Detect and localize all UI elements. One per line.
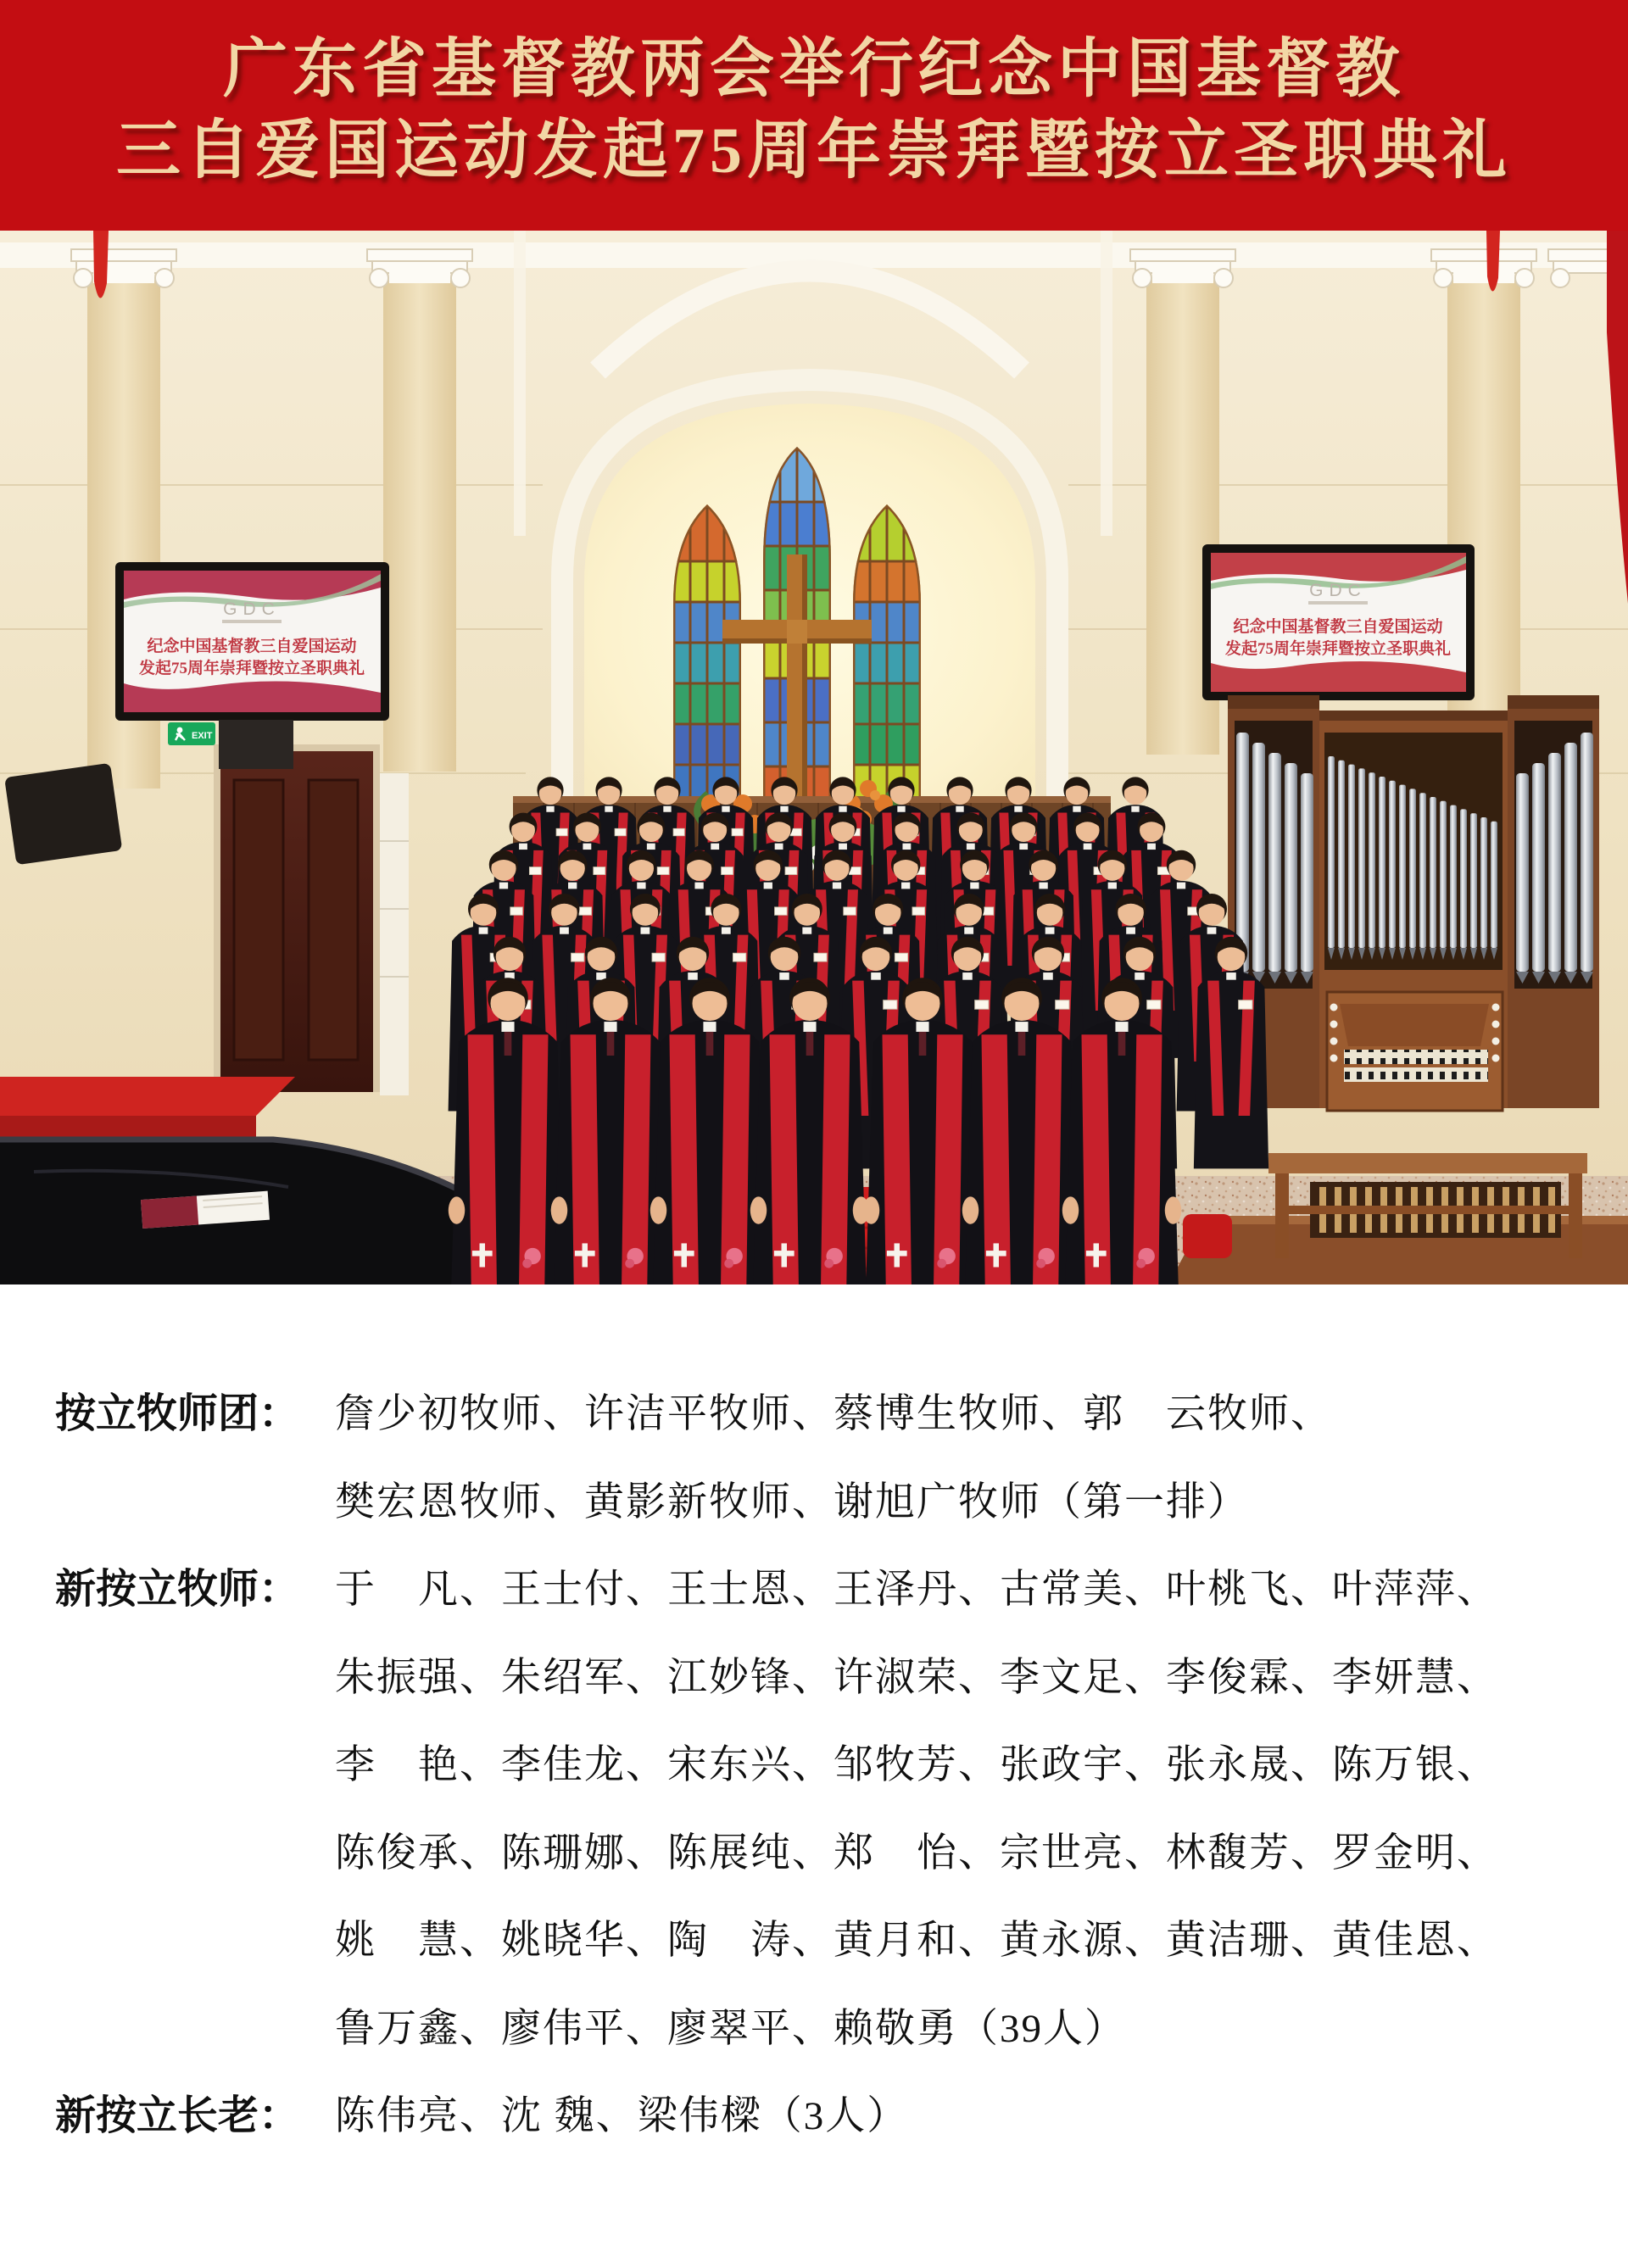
tv-slide-line2: 发起75周年崇拜暨按立圣职典礼	[1224, 640, 1452, 658]
tv-screen-right	[1202, 544, 1475, 700]
caption-text: 鲁万鑫、廖伟平、廖翠平、赖敬勇（39人）	[335, 2006, 1126, 2051]
tile-strip	[380, 773, 409, 1095]
gdc-logo: GDC	[223, 599, 281, 619]
tv-slide-line1: 纪念中国基督教三自爱国运动	[1233, 618, 1443, 636]
caption-text: 陈俊承、陈珊娜、陈展纯、郑 怡、宗世亮、林馥芳、罗金明、	[335, 1831, 1498, 1875]
speaker-box	[219, 720, 293, 769]
banner-title-line2: 三自爱国运动发起75周年崇拜暨按立圣职典礼	[116, 115, 1512, 187]
exit-sign-label: EXIT	[192, 731, 213, 741]
tv-screen-left	[115, 562, 389, 721]
caption-line	[55, 1481, 1594, 1569]
tv-slide-line1: 纪念中国基督教三自爱国运动	[147, 638, 357, 655]
organ-keyboard	[1344, 1067, 1488, 1082]
caption-text: 樊宏恩牧师、黄影新牧师、谢旭广牧师（第一排）	[335, 1479, 1249, 1524]
wooden-door	[214, 744, 380, 1092]
caption-line	[55, 1393, 1594, 1481]
caption-text: 李 艳、李佳龙、宋东兴、邹牧芳、张政宇、张永晟、陈万银、	[335, 1743, 1498, 1787]
group-photo	[0, 231, 1628, 1284]
caption-line	[55, 2008, 1594, 2096]
caption-line	[55, 2095, 1594, 2183]
caption-line	[55, 1920, 1594, 2008]
caption-text: 陈伟亮、沈 魏、梁伟樑（3人）	[335, 2094, 909, 2138]
gdc-logo: GDC	[1309, 581, 1367, 600]
caption-text: 朱振强、朱绍军、江妙锋、许淑荣、李文足、李俊霖、李妍慧、	[335, 1655, 1498, 1700]
caption-text: 詹少初牧师、许洁平牧师、蔡博生牧师、郭 云牧师、	[335, 1392, 1332, 1436]
banner-title-line1: 广东省基督教两会举行纪念中国基督教	[223, 34, 1405, 105]
title-banner	[0, 0, 1628, 231]
exit-sign	[168, 722, 215, 745]
caption-label: 新按立长老：	[55, 2093, 300, 2138]
organ-keyboard	[1344, 1050, 1488, 1064]
wall-speaker	[4, 763, 122, 866]
caption-line	[55, 1744, 1594, 1832]
caption-label: 按立牧师团：	[55, 1391, 300, 1436]
caption-line	[55, 1657, 1594, 1745]
caption-section	[0, 1284, 1628, 2268]
tv-slide-line2: 发起75周年崇拜暨按立圣职典礼	[138, 660, 365, 677]
caption-line	[55, 1569, 1594, 1657]
caption-text: 姚 慧、姚晓华、陶 涛、黄月和、黄永源、黄洁珊、黄佳恩、	[335, 1919, 1498, 1963]
caption-label: 新按立牧师：	[55, 1567, 300, 1612]
carpet-roll	[1183, 1214, 1232, 1258]
caption-text: 于 凡、王士付、王士恩、王泽丹、古常美、叶桃飞、叶萍萍、	[335, 1568, 1498, 1612]
caption-line	[55, 1832, 1594, 1920]
